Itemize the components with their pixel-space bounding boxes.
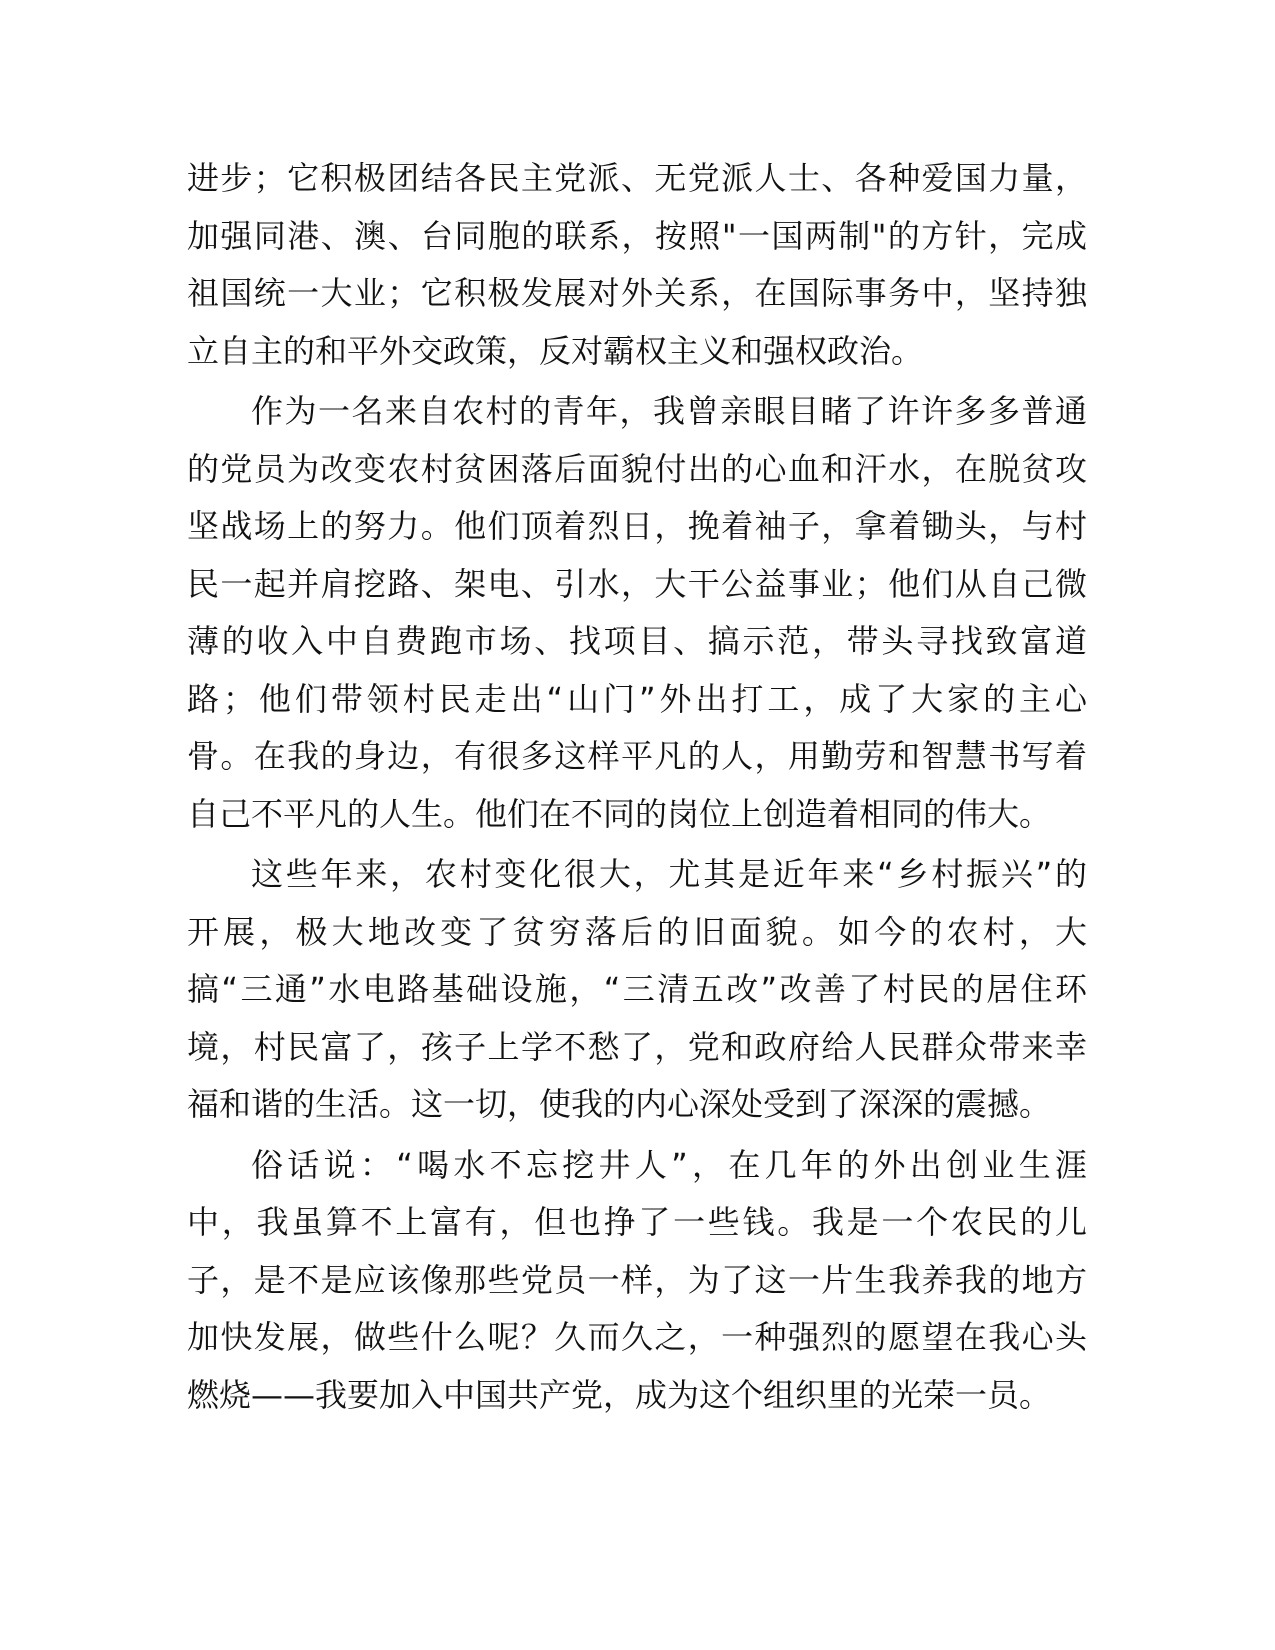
paragraph-1	[187, 150, 1087, 380]
body-text	[187, 150, 1087, 1427]
text-line: 骨。在我的身边，有很多这样平凡的人，用勤劳和智慧书写着	[187, 737, 1087, 775]
text-line: 路；他们带领村民走出“山门”外出打工，成了大家的主心	[187, 679, 1087, 718]
text-line: 燃烧——我要加入中国共产党，成为这个组织里的光荣一员。	[187, 1375, 1052, 1414]
text-line: 搞“三通”水电路基础设施，“三清五改”改善了村民的居住环	[187, 970, 1087, 1008]
text-line: 民一起并肩挖路、架电、引水，大干公益事业；他们从自己微	[187, 564, 1087, 603]
text-line: 进步；它积极团结各民主党派、无党派人士、各种爱国力量，	[187, 159, 1087, 197]
paragraph-3	[187, 846, 1087, 1134]
text-line: 坚战场上的努力。他们顶着烈日，挽着袖子，拿着锄头，与村	[187, 507, 1087, 545]
text-line: 子，是不是应该像那些党员一样，为了这一片生我养我的地方	[187, 1260, 1087, 1299]
text-line: 加快发展，做些什么呢？久而久之，一种强烈的愿望在我心头	[187, 1318, 1087, 1356]
text-line: 开展，极大地改变了贫穷落后的旧面貌。如今的农村，大	[187, 912, 1087, 951]
text-line: 薄的收入中自费跑市场、找项目、搞示范，带头寻找致富道	[187, 622, 1087, 660]
paragraph-2	[187, 383, 1087, 843]
text-line: 俗话说：“喝水不忘挖井人”，在几年的外出创业生涯	[251, 1145, 1087, 1184]
text-line: 境，村民富了，孩子上学不愁了，党和政府给人民群众带来幸	[187, 1027, 1087, 1066]
text-line: 这些年来，农村变化很大，尤其是近年来“乡村振兴”的	[251, 855, 1087, 893]
text-line: 的党员为改变农村贫困落后面貌付出的心血和汗水，在脱贫攻	[187, 449, 1087, 488]
text-line: 福和谐的生活。这一切，使我的内心深处受到了深深的震撼。	[187, 1085, 1052, 1123]
text-line: 加强同港、澳、台同胞的联系，按照"一国两制"的方针，完成	[187, 216, 1087, 255]
text-line: 作为一名来自农村的青年，我曾亲眼目睹了许许多多普通	[251, 392, 1087, 430]
text-line: 立自主的和平外交政策，反对霸权主义和强权政治。	[187, 331, 924, 370]
paragraph-4	[187, 1137, 1087, 1425]
text-line: 自己不平凡的人生。他们在不同的岗位上创造着相同的伟大。	[187, 794, 1052, 833]
text-line: 祖国统一大业；它积极发展对外关系，在国际事务中，坚持独	[187, 274, 1087, 312]
text-line: 中，我虽算不上富有，但也挣了一些钱。我是一个农民的儿	[187, 1203, 1087, 1241]
